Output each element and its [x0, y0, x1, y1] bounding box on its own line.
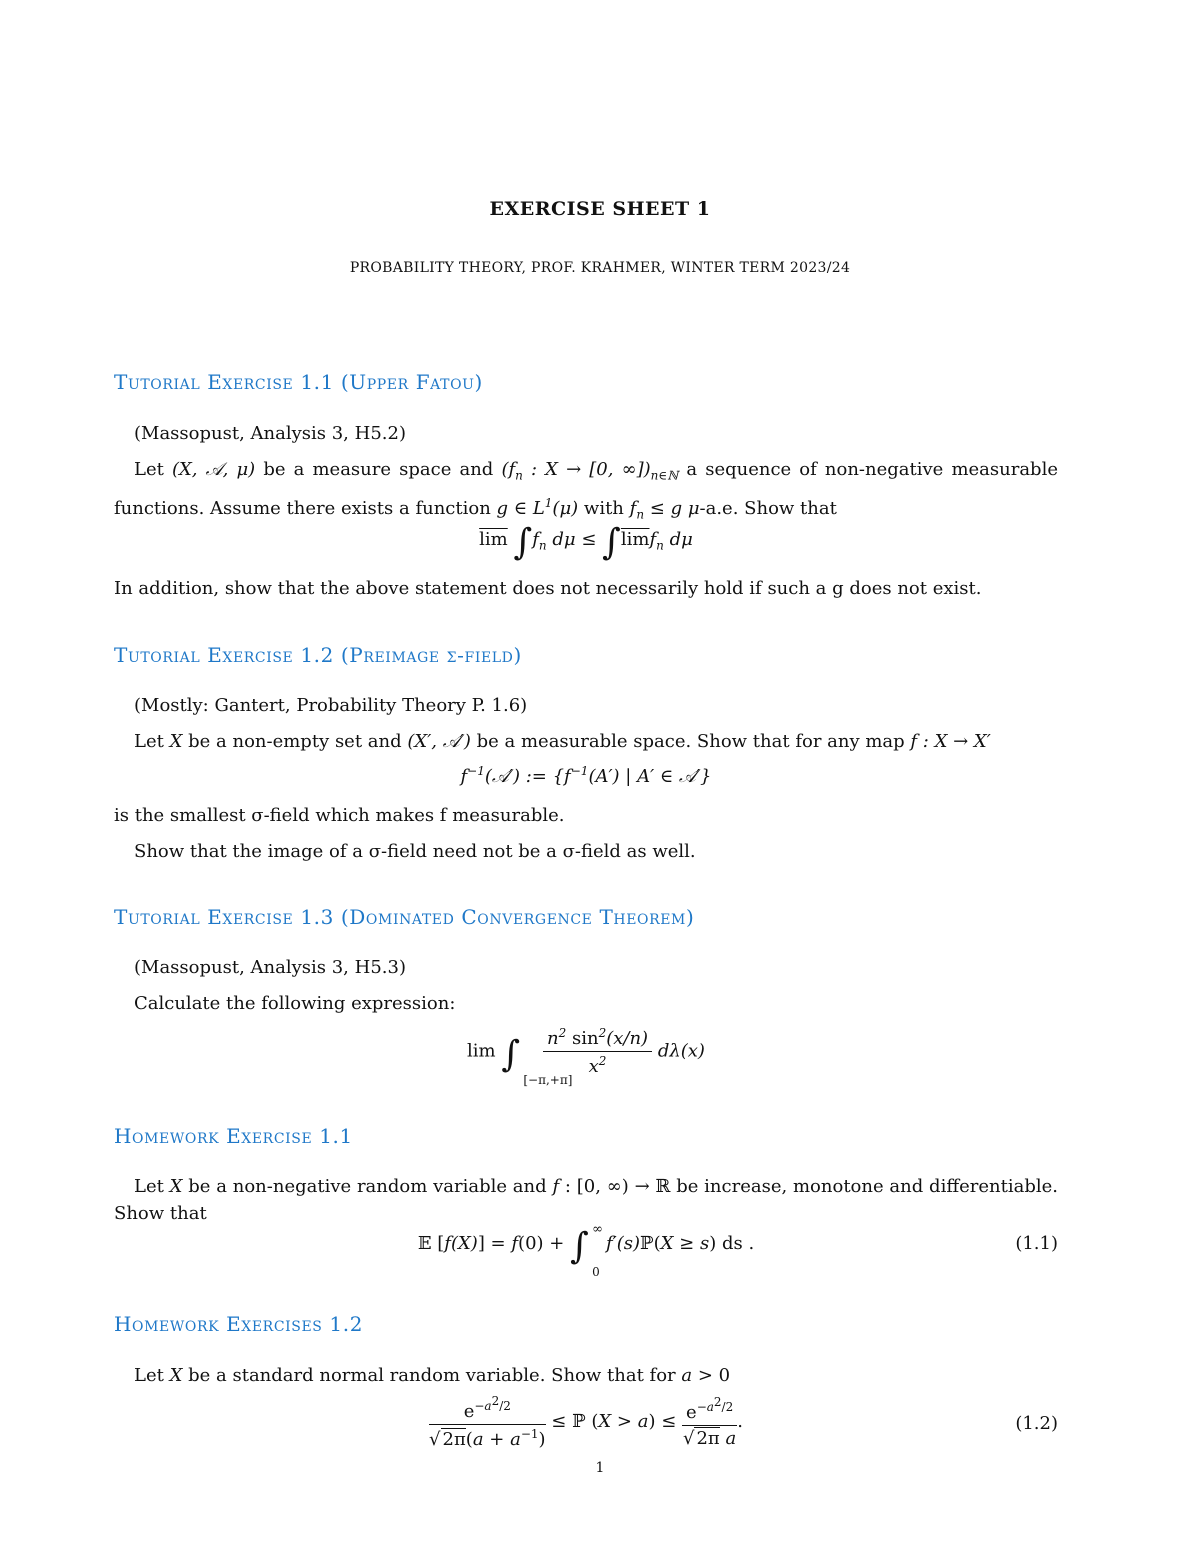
exercise-heading-homework-1-1: Homework Exercise 1.1: [114, 1124, 353, 1148]
exercise-statement-cont: is the smallest σ-field which makes f measurable.: [114, 805, 565, 826]
equation-preimage: $f^{-1}(𝒜')$ := {$f^{-1}(A')$ | A′ ∈ 𝒜′}: [460, 764, 712, 787]
equation-number: (1.1): [1015, 1233, 1058, 1254]
exercise-source: (Massopust, Analysis 3, H5.2): [134, 423, 406, 444]
exercise-statement: Let X be a non-negative random variable and f : [0, ∞) → ℝ be increase, monotone and differentiable. Show that: [114, 1176, 1059, 1224]
exercise-statement: Let (X, 𝒜, μ) be a measure space and ($f_n$ : X → [0, $\infty])_{n\in ℕ}$ a sequence of non-negative measurable functions. Assume there exists a function g ∈ $L^1(\mu)$ with $f_n \le g$ μ-a.e. Show that: [114, 459, 1058, 522]
equation-1-2: $\frac{e^{-a^2/2}}{√ 2\pi(a + a^{-1})}$ ≤ ℙ (X > a) ≤ $\frac{e^{-a^2/2}}{\text{√ 2π a}}$ .: [429, 1394, 743, 1450]
exercise-source: (Mostly: Gantert, Probability Theory P. 1.6): [134, 695, 528, 716]
exercise-statement: Calculate the following expression:: [134, 993, 456, 1014]
exercise-heading-tutorial-1-1: Tutorial Exercise 1.1 (Upper Fatou): [114, 370, 483, 394]
exercise-heading-tutorial-1-3: Tutorial Exercise 1.3 (Dominated Convergence Theorem): [114, 905, 695, 929]
exercise-closing: Show that the image of a σ-field need not be a σ-field as well.: [134, 841, 696, 862]
exercise-statement: Let X be a non-empty set and (X′, 𝒜′) be a measurable space. Show that for any map f : X → X′: [134, 731, 991, 752]
exercise-closing: In addition, show that the above statement does not necessarily hold if such a g does not exist.: [114, 578, 982, 599]
exercise-statement: Let X be a standard normal random variable. Show that for a > 0: [134, 1365, 731, 1386]
equation-1-1: 𝔼 [f(X)] = f(0) + ∫ ∞ 0 f′(s)ℙ(X ≥ s) ds .: [417, 1222, 755, 1279]
page-number: 1: [595, 1460, 605, 1476]
exercise-heading-homework-1-2: Homework Exercises 1.2: [114, 1312, 364, 1336]
equation-dominated-convergence: lim ∫ [−π,+π] $\frac{n^2 \sin^2(x/n)}{x^2}$ dλ(x): [467, 1026, 705, 1087]
exercise-source: (Massopust, Analysis 3, H5.3): [134, 957, 406, 978]
exercise-heading-tutorial-1-2: Tutorial Exercise 1.2 (Preimage σ-field): [114, 643, 522, 667]
page-title: EXERCISE SHEET 1: [489, 198, 711, 220]
page-subtitle: PROBABILITY THEORY, PROF. KRAHMER, WINTER TERM 2023/24: [349, 260, 851, 276]
equation-number: (1.2): [1015, 1413, 1058, 1434]
equation-upper-fatou: $\overline{lim}$ $\int f_n$ $d\mu \le \int\overline{lim}f_n$ dμ: [479, 522, 693, 563]
